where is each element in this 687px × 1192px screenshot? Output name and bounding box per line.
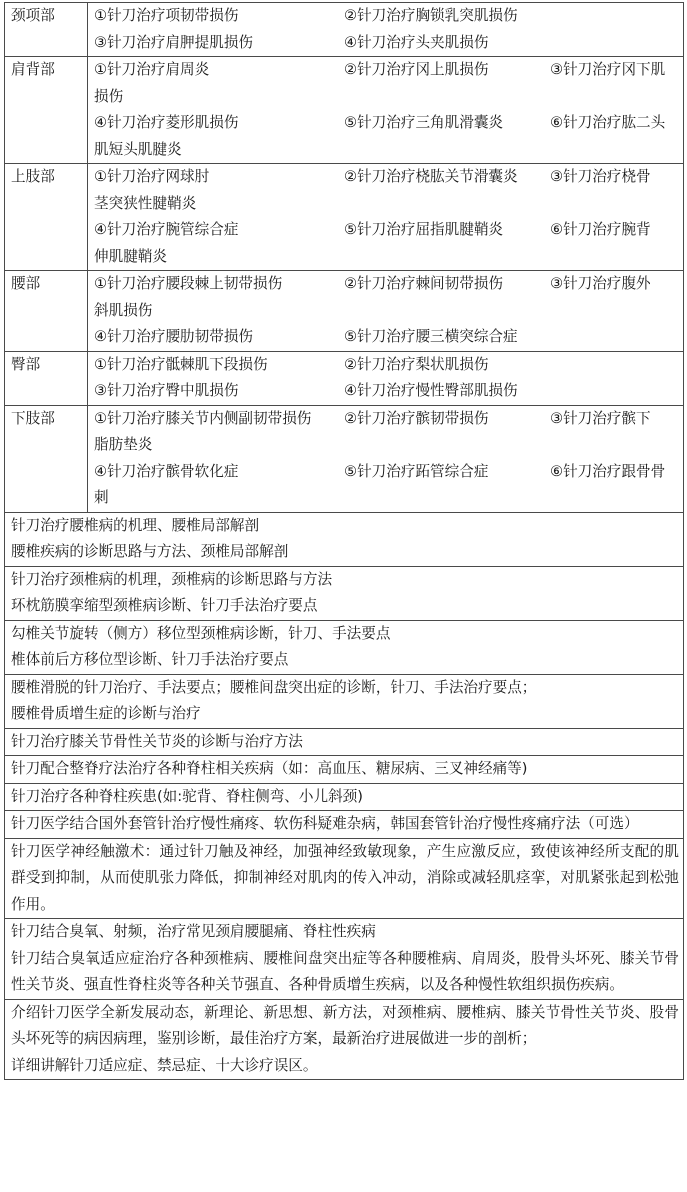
topic-line: 详细讲解针刀适应症、禁忌症、十大诊疗误区。: [11, 1056, 318, 1074]
treatment-item: ④针刀治疗头夹肌损伤: [344, 33, 489, 51]
topic-line: 腰椎滑脱的针刀治疗、手法要点；腰椎间盘突出症的诊断，针刀、手法治疗要点；: [11, 678, 537, 696]
topic-cell: [5, 783, 684, 811]
treatment-item: ③针刀治疗髌下: [550, 409, 651, 427]
topic-row: [5, 512, 684, 566]
topic-cell: [5, 919, 684, 1000]
topic-cell: [5, 838, 684, 919]
topic-line: 针刀治疗各种脊柱疾患(如:驼背、脊柱侧弯、小儿斜颈): [11, 787, 363, 805]
item-line: [94, 30, 679, 57]
topic-line: 针刀医学结合国外套管针治疗慢性痛疼、软伤科疑难杂病，韩国套管针治疗慢性疼痛疗法（可选）: [11, 815, 639, 832]
item-line: [94, 459, 679, 486]
item-line: [94, 298, 679, 325]
treatment-item: ③针刀治疗肩胛提肌损伤: [94, 33, 254, 51]
item-line: [94, 352, 679, 379]
treatment-item: ⑤针刀治疗腰三横突综合症: [344, 328, 518, 345]
region-row: [5, 351, 684, 405]
topic-line: 腰椎疾病的诊断思路与方法、颈椎局部解剖: [11, 543, 289, 560]
topic-line: 针刀结合臭氧适应症治疗各种颈椎病、腰椎间盘突出症等各种腰椎病、肩周炎，股骨头坏死、膝关节骨性关节炎、强直性脊柱炎等各种关节强直、各种骨质增生疾病，以及各种慢性软组织损伤疾病。: [11, 949, 679, 993]
topic-row: [5, 811, 684, 839]
item-line: [94, 137, 679, 164]
topic-cell: [5, 728, 684, 756]
topic-line: 针刀治疗腰椎病的机理、腰椎局部解剖: [11, 516, 260, 534]
topic-line: 勾椎关节旋转（侧方）移位型颈椎病诊断，针刀、手法要点: [11, 624, 391, 642]
region-row: [5, 271, 684, 352]
topic-line: 针刀治疗膝关节骨性关节炎的诊断与治疗方法: [11, 732, 303, 750]
region-items: [88, 405, 684, 512]
topic-line: 针刀治疗颈椎病的机理，颈椎病的诊断思路与方法: [11, 570, 333, 588]
region-name: 肩背部: [5, 57, 88, 164]
treatment-item: ③针刀治疗臀中肌损伤: [94, 382, 239, 399]
treatment-item: ④针刀治疗菱形肌损伤: [94, 114, 239, 131]
item-line: [94, 191, 679, 218]
treatment-item: ③针刀治疗桡骨: [550, 168, 651, 185]
region-rows: [5, 3, 684, 513]
topic-row: [5, 999, 684, 1080]
item-line: [94, 271, 679, 298]
item-line: [94, 84, 679, 111]
treatment-item: ③针刀治疗腹外: [550, 275, 651, 292]
region-row: [5, 405, 684, 512]
item-line: [94, 485, 679, 512]
topic-cell: [5, 512, 684, 566]
topic-row: [5, 674, 684, 728]
course-content-table: [4, 2, 684, 1080]
region-row: [5, 3, 684, 57]
topic-cell: [5, 620, 684, 674]
item-line: [94, 57, 679, 84]
item-line: [94, 432, 679, 459]
treatment-item: ⑤针刀治疗跖管综合症: [344, 462, 489, 480]
region-name: 下肢部: [5, 405, 88, 512]
treatment-item: ④针刀治疗慢性臀部肌损伤: [344, 382, 518, 399]
item-line: [94, 3, 679, 30]
treatment-item: 茎突狭性腱鞘炎: [94, 194, 197, 212]
topic-cell: [5, 811, 684, 839]
topic-line: 针刀配合整脊疗法治疗各种脊柱相关疾病（如：高血压、糖尿病、三叉神经痛等): [11, 760, 528, 777]
treatment-item: ②针刀治疗棘间韧带损伤: [344, 275, 504, 292]
topic-row: [5, 620, 684, 674]
treatment-item: ②针刀治疗梨状肌损伤: [344, 355, 489, 373]
treatment-item: ⑥针刀治疗跟骨骨: [550, 462, 666, 480]
treatment-item: 损伤: [94, 87, 124, 105]
treatment-item: ①针刀治疗腰段棘上韧带损伤: [94, 275, 283, 292]
topic-row: [5, 783, 684, 811]
region-name: 上肢部: [5, 164, 88, 271]
treatment-item: ⑥针刀治疗肱二头: [550, 114, 666, 131]
item-line: [94, 217, 679, 244]
treatment-item: ④针刀治疗髌骨软化症: [94, 462, 239, 480]
treatment-item: ①针刀治疗肩周炎: [94, 61, 210, 78]
treatment-item: ①针刀治疗项韧带损伤: [94, 7, 239, 24]
treatment-item: ⑤针刀治疗三角肌滑囊炎: [344, 114, 504, 131]
region-row: [5, 57, 684, 164]
topic-line: 针刀结合臭氧、射频，治疗常见颈肩腰腿痛、脊柱性疾病: [11, 923, 376, 940]
topic-line: 环枕筋膜挛缩型颈椎病诊断、针刀手法治疗要点: [11, 597, 318, 614]
treatment-item: ②针刀治疗冈上肌损伤: [344, 61, 489, 78]
region-items: [88, 271, 684, 352]
treatment-item: ②针刀治疗髌韧带损伤: [344, 409, 489, 427]
item-line: [94, 244, 679, 271]
treatment-item: ⑥针刀治疗腕背: [550, 221, 651, 238]
treatment-item: 肌短头肌腱炎: [94, 140, 182, 158]
topic-line: 介绍针刀医学全新发展动态，新理论、新思想、新方法，对颈椎病、腰椎病、膝关节骨性关节炎、股骨头坏死等的病因病理，鉴别诊断，最佳治疗方案，最新治疗进展做进一步的剖析；: [11, 1003, 679, 1047]
treatment-item: ②针刀治疗桡肱关节滑囊炎: [344, 168, 518, 185]
treatment-item: 脂肪垫炎: [94, 436, 153, 453]
item-line: [94, 406, 679, 433]
topic-row: [5, 919, 684, 1000]
treatment-item: ①针刀治疗骶棘肌下段损伤: [94, 355, 268, 373]
region-row: [5, 164, 684, 271]
region-items: [88, 164, 684, 271]
topic-row: [5, 838, 684, 919]
region-items: [88, 57, 684, 164]
item-line: [94, 324, 679, 351]
treatment-item: 刺: [94, 489, 109, 506]
topic-cell: [5, 566, 684, 620]
treatment-item: 伸肌腱鞘炎: [94, 247, 167, 265]
treatment-item: 斜肌损伤: [94, 301, 153, 319]
region-name: 颈项部: [5, 3, 88, 57]
region-name: 腰部: [5, 271, 88, 352]
region-items: [88, 351, 684, 405]
topic-cell: [5, 756, 684, 784]
treatment-item: ②针刀治疗胸锁乳突肌损伤: [344, 7, 518, 24]
treatment-item: ③针刀治疗冈下肌: [550, 61, 666, 78]
region-name: 臀部: [5, 351, 88, 405]
topic-cell: [5, 999, 684, 1080]
treatment-item: ①针刀治疗膝关节内侧副韧带损伤: [94, 409, 312, 427]
topic-row: [5, 728, 684, 756]
section-rows: [5, 512, 684, 1080]
topic-line: 椎体前后方移位型诊断、针刀手法治疗要点: [11, 651, 289, 668]
item-line: [94, 378, 679, 405]
topic-row: [5, 566, 684, 620]
item-line: [94, 164, 679, 191]
region-items: [88, 3, 684, 57]
treatment-item: ④针刀治疗腰肋韧带损伤: [94, 328, 254, 345]
topic-cell: [5, 674, 684, 728]
treatment-item: ④针刀治疗腕管综合症: [94, 221, 239, 238]
treatment-item: ⑤针刀治疗屈指肌腱鞘炎: [344, 221, 504, 238]
topic-row: [5, 756, 684, 784]
item-line: [94, 110, 679, 137]
treatment-item: ①针刀治疗网球肘: [94, 168, 210, 185]
topic-line: 针刀医学神经触激术：通过针刀触及神经，加强神经致敏现象，产生应激反应，致使该神经所支配的肌群受到抑制，从而使肌张力降低，抑制神经对肌肉的传入冲动，消除或减轻肌痉挛，对肌紧张起到松弛作用。: [11, 842, 679, 913]
topic-line: 腰椎骨质增生症的诊断与治疗: [11, 705, 201, 722]
